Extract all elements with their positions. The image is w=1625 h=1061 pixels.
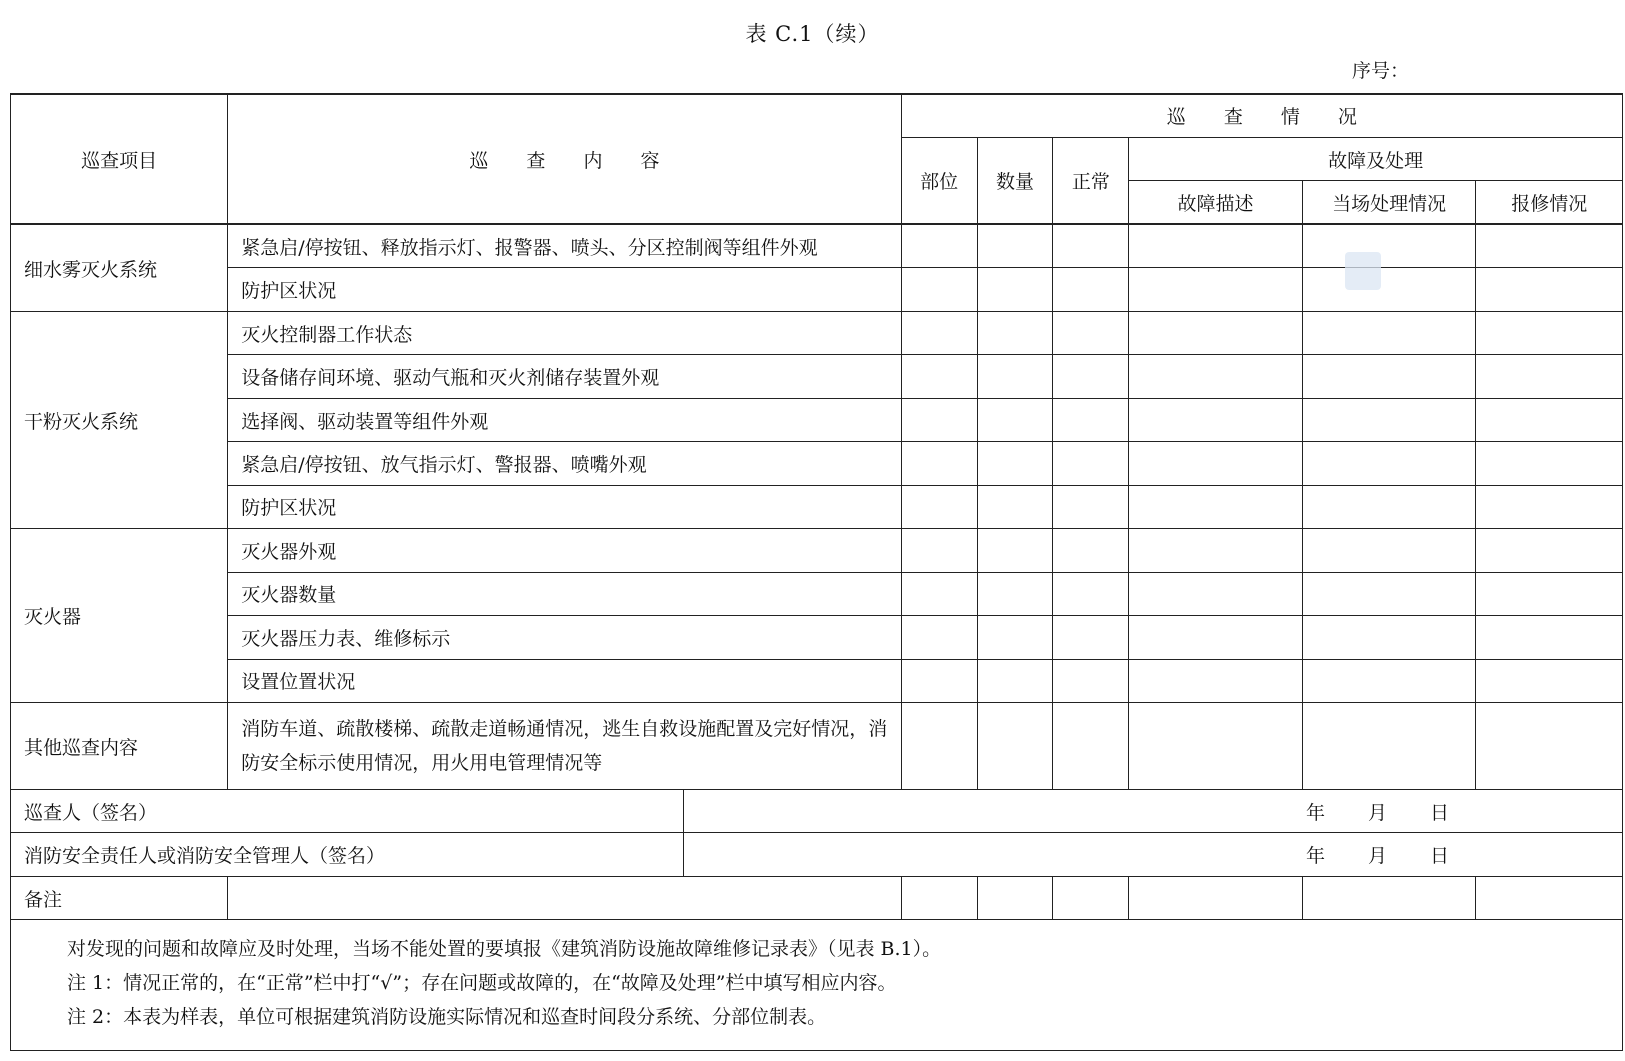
cell-quantity[interactable]: [977, 703, 1053, 790]
cell-location[interactable]: [901, 572, 977, 615]
cell-normal[interactable]: [1053, 442, 1129, 485]
remarks-field[interactable]: [228, 876, 901, 919]
cell-location[interactable]: [901, 268, 977, 311]
inspection-table: [10, 93, 1623, 1051]
cell-repair-status[interactable]: [1476, 355, 1623, 398]
inspection-item: 灭火器外观: [228, 529, 901, 572]
inspection-item: 消防车道、疏散楼梯、疏散走道畅通情况，逃生自救设施配置及完好情况，消防安全标示使用情况，用火用电管理情况等: [228, 703, 901, 790]
cell-quantity[interactable]: [977, 224, 1053, 267]
cell-location[interactable]: [901, 224, 977, 267]
cell-normal[interactable]: [1053, 616, 1129, 659]
header-normal: 正常: [1053, 137, 1129, 224]
inspection-item: 灭火器数量: [228, 572, 901, 615]
cell-fault-description[interactable]: [1129, 529, 1303, 572]
cell-repair-status[interactable]: [1476, 398, 1623, 441]
cell-onsite-handling[interactable]: [1302, 268, 1476, 311]
header-content: 巡 查 内 容: [228, 94, 901, 224]
cell-quantity[interactable]: [977, 876, 1053, 919]
watermark-logo-icon: [1345, 252, 1381, 290]
inspection-item: 防护区状况: [228, 485, 901, 528]
note-line: 对发现的问题和故障应及时处理，当场不能处置的要填报《建筑消防设施故障维修记录表》（见表 B.1）。: [67, 938, 942, 961]
cell-repair-status[interactable]: [1476, 224, 1623, 267]
cell-quantity[interactable]: [977, 485, 1053, 528]
cell-quantity[interactable]: [977, 355, 1053, 398]
header-item: 巡查项目: [11, 94, 228, 224]
cell-location[interactable]: [901, 398, 977, 441]
cell-location[interactable]: [901, 311, 977, 354]
cell-location[interactable]: [901, 703, 977, 790]
cell-fault-description[interactable]: [1129, 703, 1303, 790]
remarks-label: 备注: [11, 876, 228, 919]
cell-quantity[interactable]: [977, 268, 1053, 311]
cell-onsite-handling[interactable]: [1302, 355, 1476, 398]
cell-onsite-handling[interactable]: [1302, 703, 1476, 790]
cell-normal[interactable]: [1053, 572, 1129, 615]
cell-normal[interactable]: [1053, 224, 1129, 267]
manager-signature-label: 消防安全责任人或消防安全管理人（签名）: [11, 833, 684, 876]
inspection-item: 灭火控制器工作状态: [228, 311, 901, 354]
cell-normal[interactable]: [1053, 703, 1129, 790]
inspection-item: 选择阀、驱动装置等组件外观: [228, 398, 901, 441]
cell-onsite-handling[interactable]: [1302, 485, 1476, 528]
header-fault-group: 故障及处理: [1129, 137, 1623, 180]
serial-number-label: 序号：: [1352, 60, 1410, 82]
table-title: 表 C.1（续）: [745, 22, 880, 46]
cell-normal[interactable]: [1053, 398, 1129, 441]
month-label: 月: [1368, 801, 1388, 824]
cell-fault-description[interactable]: [1129, 442, 1303, 485]
cell-repair-status[interactable]: [1476, 485, 1623, 528]
cell-quantity[interactable]: [977, 529, 1053, 572]
month-label: 月: [1368, 845, 1388, 868]
cell-onsite-handling[interactable]: [1302, 224, 1476, 267]
day-label: 日: [1430, 845, 1450, 868]
cell-quantity[interactable]: [977, 311, 1053, 354]
cell-normal[interactable]: [1053, 485, 1129, 528]
cell-repair-status[interactable]: [1476, 268, 1623, 311]
cell-location[interactable]: [901, 355, 977, 398]
cell-onsite-handling[interactable]: [1302, 398, 1476, 441]
cell-fault-description[interactable]: [1129, 572, 1303, 615]
cell-normal[interactable]: [1053, 268, 1129, 311]
cell-quantity[interactable]: [977, 572, 1053, 615]
cell-onsite-handling[interactable]: [1302, 311, 1476, 354]
inspection-item: 紧急启/停按钮、放气指示灯、警报器、喷嘴外观: [228, 442, 901, 485]
cell-fault-description[interactable]: [1129, 311, 1303, 354]
header-quantity: 数量: [977, 137, 1053, 224]
cell-fault-description[interactable]: [1129, 659, 1303, 702]
group-label: 其他巡查内容: [11, 703, 228, 790]
inspection-item: 防护区状况: [228, 268, 901, 311]
header-repair-status: 报修情况: [1476, 181, 1623, 224]
note-line: 注 2：本表为样表，单位可根据建筑消防设施实际情况和巡查时间段分系统、分部位制表。: [67, 1006, 827, 1029]
note-line: 注 1：情况正常的，在“正常”栏中打“√”；存在问题或故障的，在“故障及处理”栏中填写相应内容。: [67, 972, 897, 995]
cell-fault-description[interactable]: [1129, 355, 1303, 398]
cell-repair-status[interactable]: [1476, 616, 1623, 659]
cell-quantity[interactable]: [977, 616, 1053, 659]
day-label: 日: [1430, 801, 1450, 824]
cell-location[interactable]: [901, 616, 977, 659]
cell-quantity[interactable]: [977, 659, 1053, 702]
cell-repair-status[interactable]: [1476, 311, 1623, 354]
cell-onsite-handling[interactable]: [1302, 529, 1476, 572]
cell-repair-status[interactable]: [1476, 659, 1623, 702]
header-situation: 巡 查 情 况: [901, 94, 1622, 137]
inspection-item: 设备储存间环境、驱动气瓶和灭火剂储存装置外观: [228, 355, 901, 398]
group-label: 灭火器: [11, 529, 228, 703]
inspection-item: 灭火器压力表、维修标示: [228, 616, 901, 659]
group-label: 细水雾灭火系统: [11, 224, 228, 311]
cell-normal[interactable]: [1053, 876, 1129, 919]
inspection-item: 紧急启/停按钮、释放指示灯、报警器、喷头、分区控制阀等组件外观: [228, 224, 901, 267]
cell-quantity[interactable]: [977, 398, 1053, 441]
inspection-item: 设置位置状况: [228, 659, 901, 702]
cell-fault-description[interactable]: [1129, 616, 1303, 659]
year-label: 年: [1306, 845, 1326, 868]
cell-repair-status[interactable]: [1476, 442, 1623, 485]
cell-fault-description[interactable]: [1129, 876, 1303, 919]
header-onsite-handling: 当场处理情况: [1302, 181, 1476, 224]
inspector-signature-label: 巡查人（签名）: [11, 790, 684, 833]
cell-repair-status[interactable]: [1476, 703, 1623, 790]
cell-onsite-handling[interactable]: [1302, 616, 1476, 659]
cell-normal[interactable]: [1053, 529, 1129, 572]
inspector-signature-field[interactable]: [684, 790, 1623, 833]
cell-repair-status[interactable]: [1476, 529, 1623, 572]
cell-onsite-handling[interactable]: [1302, 876, 1476, 919]
cell-normal[interactable]: [1053, 311, 1129, 354]
cell-onsite-handling[interactable]: [1302, 442, 1476, 485]
notes-block: [11, 920, 1623, 1051]
cell-quantity[interactable]: [977, 442, 1053, 485]
cell-location[interactable]: [901, 529, 977, 572]
cell-onsite-handling[interactable]: [1302, 659, 1476, 702]
cell-fault-description[interactable]: [1129, 224, 1303, 267]
cell-location[interactable]: [901, 876, 977, 919]
cell-location[interactable]: [901, 659, 977, 702]
cell-repair-status[interactable]: [1476, 572, 1623, 615]
cell-onsite-handling[interactable]: [1302, 572, 1476, 615]
cell-location[interactable]: [901, 485, 977, 528]
cell-normal[interactable]: [1053, 355, 1129, 398]
cell-fault-description[interactable]: [1129, 398, 1303, 441]
cell-normal[interactable]: [1053, 659, 1129, 702]
year-label: 年: [1306, 801, 1326, 824]
header-fault-description: 故障描述: [1129, 181, 1303, 224]
header-location: 部位: [901, 137, 977, 224]
cell-fault-description[interactable]: [1129, 485, 1303, 528]
cell-repair-status[interactable]: [1476, 876, 1623, 919]
manager-signature-field[interactable]: [684, 833, 1623, 876]
cell-location[interactable]: [901, 442, 977, 485]
cell-fault-description[interactable]: [1129, 268, 1303, 311]
group-label: 干粉灭火系统: [11, 311, 228, 528]
